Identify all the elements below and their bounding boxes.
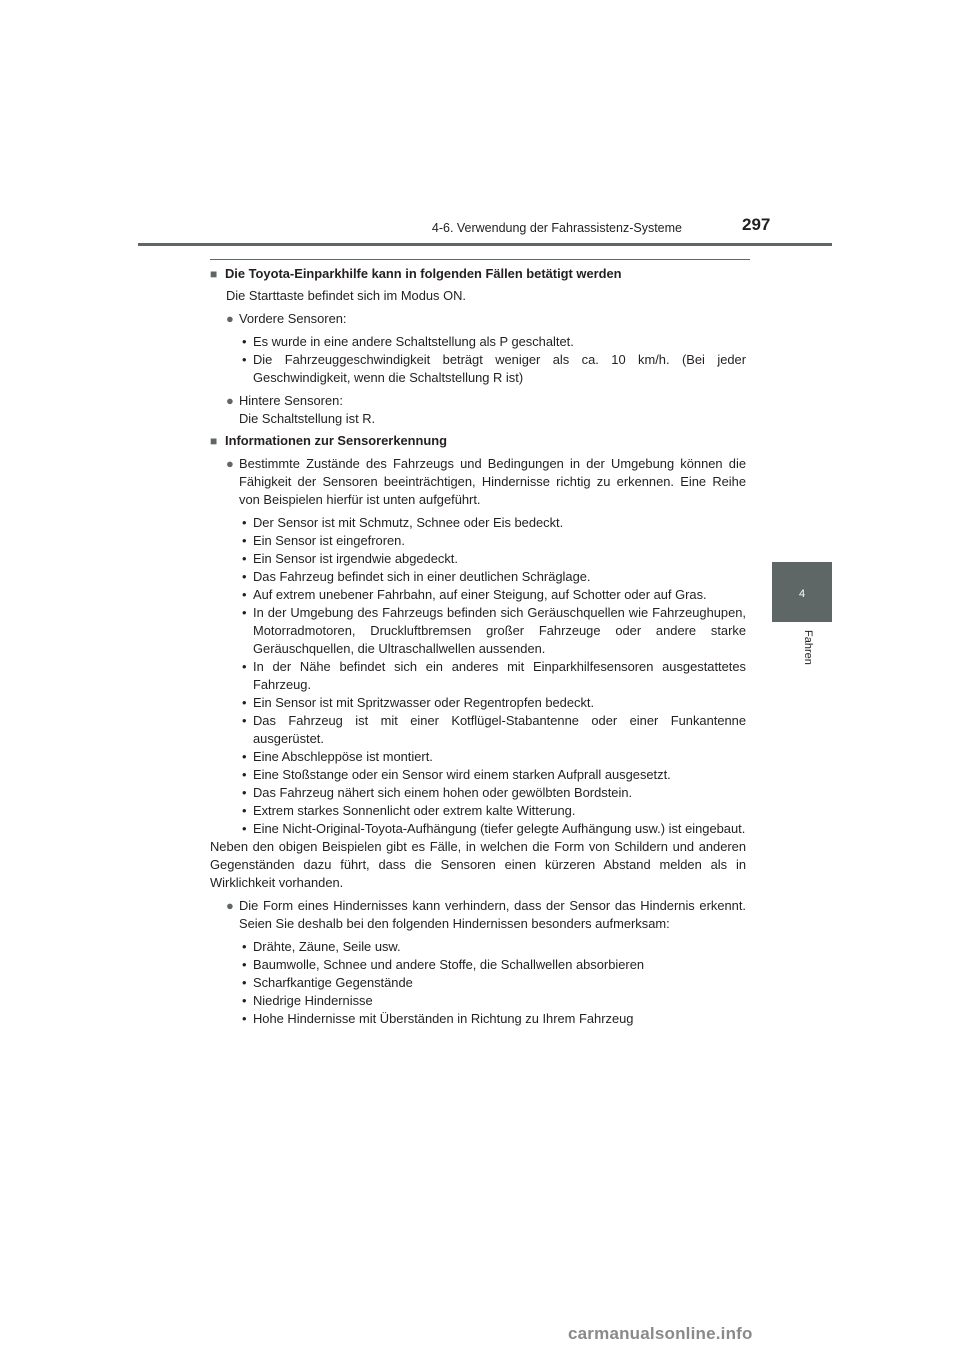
section-heading-detection [210,432,746,450]
content-top-rule [210,259,750,260]
list-item: • Scharfkantige Gegenstände [242,974,746,992]
note-text: Neben den obigen Beispielen gibt es Fälle, in welchen die Form von Schildern und anderen Gegenständen dazu führt, dass die Sensoren einen kürzeren Abstand melden als in Wirklichkeit vorhanden. [210,839,746,890]
chapter-tab[interactable] [772,562,832,622]
list-item-rear-sensors [226,392,746,428]
list-item: • Das Fahrzeug befindet sich in einer deutlichen Schräglage. [242,568,746,586]
item-label: Hintere Sensoren: [239,393,343,408]
watermark-text: carmanualsonline.info [568,1324,753,1343]
list-item: • Niedrige Hindernisse [242,992,746,1010]
list-item-conditions [226,455,746,509]
list-item: • Baumwolle, Schnee und andere Stoffe, die Schallwellen absorbieren [242,956,746,974]
header-rule [138,243,832,246]
section-heading-text: Informationen zur Sensorerkennung [225,433,448,448]
chapter-number: 4 [798,588,806,600]
list-item-front-sensors [226,310,746,328]
item-label: Vordere Sensoren: [239,311,347,326]
list-item: • Eine Abschleppöse ist montiert. [242,748,746,766]
list-item: • Eine Stoßstange oder ein Sensor wird einem starken Aufprall ausgesetzt. [242,766,746,784]
list-item: • Der Sensor ist mit Schmutz, Schnee oder Eis bedeckt. [242,514,746,532]
circle-bullet-icon: ● [226,456,234,471]
square-bullet-icon: ■ [210,434,218,448]
front-sensor-conditions [242,333,746,387]
list-item: • In der Umgebung des Fahrzeugs befinden sich Geräuschquellen wie Fahrzeughupen, Motorradmotoren, Druckluftbremsen großer Fahrzeuge oder andere starke Geräuschquellen, die Ultraschallwellen aussenden. [242,604,746,658]
list-item: • Ein Sensor ist mit Spritzwasser oder Regentropfen bedeckt. [242,694,746,712]
item-text: Bestimmte Zustände des Fahrzeugs und Bedingungen in der Umgebung können die Fähigkeit der Sensoren beeinträchtigen, Hindernisse richtig zu erkennen. Eine Reihe von Beispielen hierfür ist unten aufgeführt. [239,456,746,507]
list-item: • Das Fahrzeug nähert sich einem hohen oder gewölbten Bordstein. [242,784,746,802]
page-number: 297 [742,215,771,234]
item-text: Die Form eines Hindernisses kann verhindern, dass der Sensor das Hindernis erkennt. Seien Sie deshalb bei den folgenden Hindernissen besonders aufmerksam: [239,898,746,931]
list-item: • Extrem starkes Sonnenlicht oder extrem kalte Witterung. [242,802,746,820]
square-bullet-icon: ■ [210,267,218,281]
list-item: • Drähte, Zäune, Seile usw. [242,938,746,956]
detection-conditions-list [242,514,746,838]
list-item: • Das Fahrzeug ist mit einer Kotflügel-Stabantenne oder einer Funkantenne ausgerüstet. [242,712,746,748]
section-heading-activation [210,265,746,283]
list-item: • Die Fahrzeuggeschwindigkeit beträgt weniger als ca. 10 km/h. (Bei jeder Geschwindigkeit, wenn die Schaltstellung R ist) [242,351,746,387]
circle-bullet-icon: ● [226,898,234,913]
list-item: • Eine Nicht-Original-Toyota-Aufhängung (tiefer gelegte Aufhängung usw.) ist eingebaut. [242,820,746,838]
list-item: • Hohe Hindernisse mit Überständen in Richtung zu Ihrem Fahrzeug [242,1010,746,1028]
circle-bullet-icon: ● [226,393,234,408]
list-item: • Ein Sensor ist irgendwie abgedeckt. [242,550,746,568]
list-item: • Es wurde in eine andere Schaltstellung als P geschaltet. [242,333,746,351]
chapter-side-label: Fahren [802,630,814,665]
obstacle-list [242,938,746,1028]
list-item: • In der Nähe befindet sich ein anderes mit Einparkhilfesensoren ausgestattetes Fahrzeug. [242,658,746,694]
item-text: Die Schaltstellung ist R. [239,411,376,426]
running-header-title: 4-6. Verwendung der Fahrassistenz-Systeme [431,221,682,235]
list-item: • Auf extrem unebener Fahrbahn, auf einer Steigung, auf Schotter oder auf Gras. [242,586,746,604]
page-content [210,265,746,1028]
intro-text: Die Starttaste befindet sich im Modus ON. [226,288,467,303]
circle-bullet-icon: ● [226,311,234,326]
section-heading-text: Die Toyota-Einparkhilfe kann in folgenden Fällen betätigt werden [225,266,622,281]
list-item-obstacle-shape [226,897,746,933]
list-item: • Ein Sensor ist eingefroren. [242,532,746,550]
